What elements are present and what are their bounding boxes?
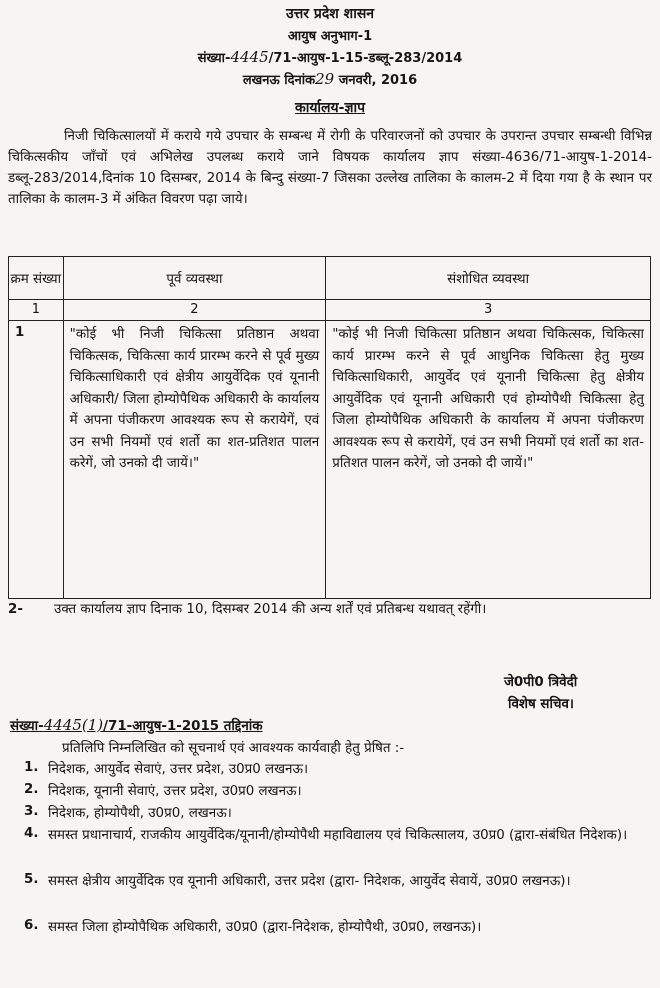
header-sno: क्रम संख्या bbox=[9, 257, 64, 300]
section-title: आयुष अनुभाग-1 bbox=[287, 29, 373, 44]
row-sno: 1 bbox=[9, 321, 64, 599]
intro-paragraph: निजी चिकित्सालयों में कराये गये उपचार के सम्बन्ध में रोगी के परिवारजनों को उपचार के उपरान्त उपचार सम्बन्धी विभिन्न चिकित्सकीय जाँचों एवं अभिलेख उपलब्ध कराये जाने विषयक कार्यालय ज्ञाप संख्या-4636/71-आयुष-1-2014-डब्लू-283/2014,दिनांक 10 दिसम्बर, 2014 के बिन्दु संख्या-7 जिसका उल्लेख तालिका के कालम-2 में दिया गया है के स्थान पर तालिका के कालम-3 में अंकित विवरण पढ़ा जाये। bbox=[8, 129, 652, 207]
amendment-table bbox=[8, 256, 651, 599]
handwritten-date: 29 bbox=[315, 70, 335, 88]
govt-title: उत्तर प्रदेश शासन bbox=[285, 6, 375, 22]
header-previous: पूर्व व्यवस्था bbox=[63, 257, 326, 300]
column-number: 3 bbox=[326, 300, 651, 321]
table-row bbox=[9, 321, 651, 599]
reference-number: संख्या-4445/71-आयुष-1-15-डब्लू-283/2014 bbox=[197, 48, 463, 66]
copy-reference: संख्या-4445(1)/71-आयुष-1-2015 तद्दिनांक bbox=[10, 716, 263, 734]
handwritten-number: 4445 bbox=[230, 48, 269, 66]
document-page: उत्तर प्रदेश शासन आयुष अनुभाग-1 संख्या-4445/71-आयुष-1-15-डब्लू-283/2014 लखनऊ दिनांक29 जनवरी, 2016 कार्यालय-ज्ञाप निजी चिकित्सालयों में कराये गये उपचार के सम्बन्ध में रोगी के परिवारजनों को उपचार के उपरान्त उपचार सम्बन्धी विभिन्न चिकित्सकीय जाँचों एवं अभिलेख उपलब्ध कराये जाने विषयक कार्यालय ज्ञाप संख्या-4636/71-आयुष-1-2014-डब्लू-283/2014,दिनांक 10 दिसम्बर, 2014 के बिन्दु संख्या-7 जिसका उल्लेख तालिका के कालम-2 में दिया गया है के स्थान पर तालिका के कालम-3 में अंकित विवरण पढ़ा जाये। क्रम संख्या पूर्व व्यवस्था संशोधित व्यवस्था 1 2 3 1 "कोई भी निजी चिकित्सा प्रतिष्ठान अथवा चिकित्सक, चिकित्सा कार्य प्रारम्भ करने से पूर्व मुख्य चिकित्साधिकारी एवं क्षेत्रीय आयुर्वेदिक एवं यूनानी अधिकारी/ जिला होम्योपैथिक अधिकारी के कार्यालय में अपना पंजीकरण आवश्यक रूप से करायेगें, एवं उन सभी नियमों एवं शर्तो का शत-प्रतिशत पालन करेगें, जो उनको दी जायें।" "कोई भी निजी चिकित्सा प्रतिष्ठान अथवा चिकित्सक, चिकित्सा कार्य प्रारम्भ करने से पूर्व आधुनिक चिकित्सा हेतु मुख्य चिकित्साधिकारी, आयुर्वेद एवं यूनानी चिकित्सा हेतु क्षेत्रीय आयुर्वेदिक एवं यूनानी अधिकारी एवं होम्योपैथी चिकित्सा हेतु जिला होम्योपैथिक अधिकारी के कार्यालय में अपना पंजीकरण आवश्यक रूप से करायेगें, एवं उन सभी नियमों एवं शर्तो का शत-प्रतिशत पालन करेगें, जो उनको दी जायें।" 2- उक्त कार्यालय ज्ञाप दिनाक 10, दिसम्बर 2014 की अन्य शर्तें एवं प्रतिबन्ध यथावत् रहेंगी। जे0पी0 त्रिवेदी विशेष सचिव। संख्या-4445(1)/71-आयुष-1-2015 तद्दिनांक प्रतिलिपि निम्नलिखित को सूचनार्थ एवं आवश्यक कार्यवाही हेतु प्रेषित :- 1. निदेशक, आयुर्वेद सेवाएं, उत्तर प्रदेश, उ0प्र0 लखनऊ। 2. निदेशक, यूनानी सेवाएं, उत्तर प्रदेश, उ0प्र0 लखनऊ। 3. निदेशक, होम्योपैथी, उ0प्र0, लखनऊ। 4. समस्त प्रधानाचार्य, राजकीय आयुर्वेदिक/यूनानी/होम्योपैथी महाविद्यालय एवं चिकित्सालय, उ0प्र0 (द्वारा-संबंधित निदेशक)। 5. समस्त क्षेत्रीय आयुर्वेदिक एव यूनानी अधिकारी, उत्तर प्रदेश (द्वारा- निदेशक, आयुर्वेद सेवायें, उ0प्र0 लखनऊ)। 6. समस्त जिला होम्योपैथिक अधिकारी, उ0प्र0 (द्वारा-निदेशक, होम्योपैथी, उ0प्र0, लखनऊ)। bbox=[0, 0, 660, 988]
revised-arrangement: "कोई भी निजी चिकित्सा प्रतिष्ठान अथवा चिकित्सक, चिकित्सा कार्य प्रारम्भ करने से पूर्व आधुनिक चिकित्सा हेतु मुख्य चिकित्साधिकारी, आयुर्वेद एवं यूनानी चिकित्सा हेतु क्षेत्रीय आयुर्वेदिक एवं यूनानी अधिकारी एवं होम्योपैथी चिकित्सा हेतु जिला होम्योपैथिक अधिकारी के कार्यालय में अपना पंजीकरण आवश्यक रूप से करायेगें, एवं उन सभी नियमों एवं शर्तो का शत-प्रतिशत पालन करेगें, जो उनको दी जायें।" bbox=[326, 321, 651, 599]
place-date: लखनऊ दिनांक29 जनवरी, 2016 bbox=[242, 70, 418, 88]
column-number: 2 bbox=[63, 300, 326, 321]
header-revised: संशोधित व्यवस्था bbox=[326, 257, 651, 300]
handwritten-copy-number: 4445(1) bbox=[43, 716, 104, 734]
column-number: 1 bbox=[9, 300, 64, 321]
office-memo-title: कार्यालय-ज्ञाप bbox=[294, 100, 366, 116]
signatory-designation: विशेष सचिव। bbox=[508, 697, 574, 712]
forward-text: प्रतिलिपि निम्नलिखित को सूचनार्थ एवं आवश्यक कार्यवाही हेतु प्रेषित :- bbox=[62, 741, 405, 756]
signatory-name: जे0पी0 त्रिवेदी bbox=[504, 675, 578, 690]
paragraph-2: 2- उक्त कार्यालय ज्ञाप दिनाक 10, दिसम्बर 2014 की अन्य शर्तें एवं प्रतिबन्ध यथावत् रहेंगी। bbox=[8, 602, 487, 617]
column-number-row bbox=[9, 300, 651, 321]
previous-arrangement: "कोई भी निजी चिकित्सा प्रतिष्ठान अथवा चिकित्सक, चिकित्सा कार्य प्रारम्भ करने से पूर्व मुख्य चिकित्साधिकारी एवं क्षेत्रीय आयुर्वेदिक एवं यूनानी अधिकारी/ जिला होम्योपैथिक अधिकारी के कार्यालय में अपना पंजीकरण आवश्यक रूप से करायेगें, एवं उन सभी नियमों एवं शर्तो का शत-प्रतिशत पालन करेगें, जो उनको दी जायें।" bbox=[63, 321, 326, 599]
table-header-row bbox=[9, 257, 651, 300]
